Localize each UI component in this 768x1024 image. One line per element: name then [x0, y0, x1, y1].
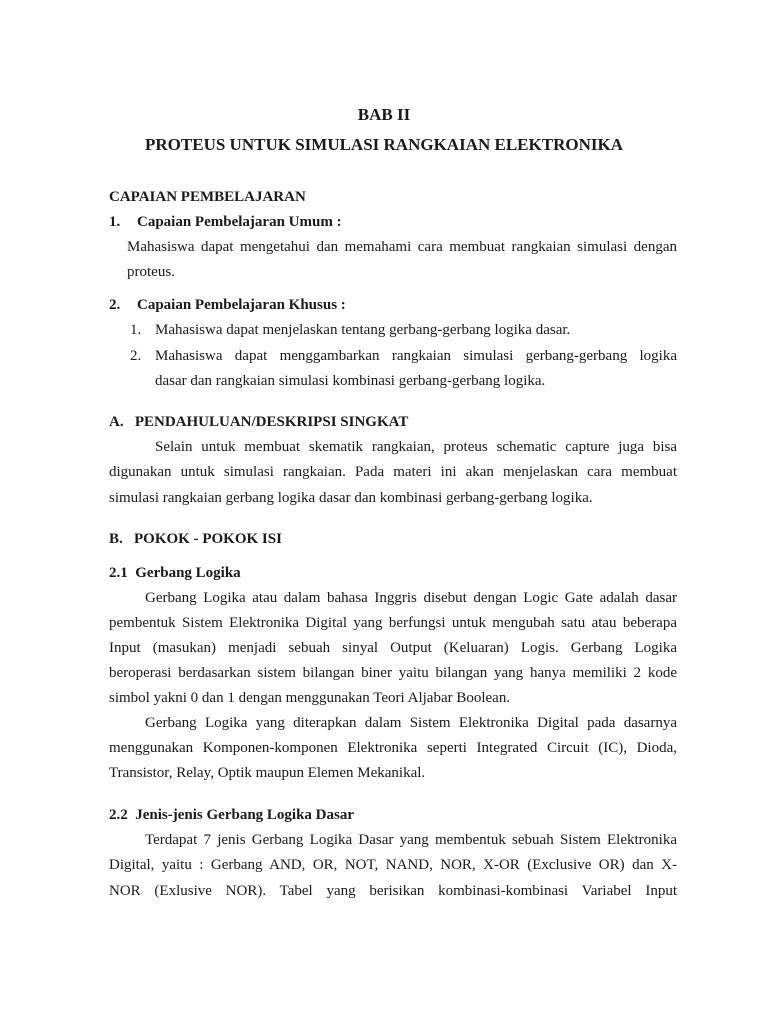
- sub21-line: Gerbang Logika yang diterapkan dalam Sistem Elektronika Digital pada dasarnya: [145, 715, 677, 731]
- sub21-heading: 2.1 Gerbang Logika: [109, 565, 241, 581]
- umum-text-line: proteus.: [127, 264, 175, 280]
- sub22-heading: 2.2 Jenis-jenis Gerbang Logika Dasar: [109, 807, 355, 823]
- sub21-line: menggunakan Komponen-komponen Elektronika seperti Integrated Circuit (IC), Dioda,: [109, 740, 677, 756]
- sub21-line: simbol yakni 0 dan 1 dengan menggunakan Teori Aljabar Boolean.: [109, 690, 511, 706]
- chapter-label: BAB II: [357, 105, 411, 124]
- sub21-line: pembentuk Sistem Elektronika Digital yang berfungsi untuk mengubah satu atau beberapa: [109, 615, 677, 631]
- khusus-item-text: Mahasiswa dapat menggambarkan rangkaian simulasi gerbang-gerbang logika: [155, 348, 677, 364]
- sub21-line: Gerbang Logika atau dalam bahasa Inggris disebut dengan Logic Gate adalah dasar: [145, 590, 677, 606]
- chapter-title: PROTEUS UNTUK SIMULASI RANGKAIAN ELEKTRONIKA: [145, 135, 623, 154]
- section-a-line: Selain untuk membuat skematik rangkaian, proteus schematic capture juga bisa: [155, 439, 677, 455]
- section-a-heading: A. PENDAHULUAN/DESKRIPSI SINGKAT: [109, 414, 409, 430]
- khusus-item-text: Mahasiswa dapat menjelaskan tentang gerbang-gerbang logika dasar.: [155, 322, 571, 338]
- umum-number: 1.: [109, 214, 121, 230]
- khusus-title: Capaian Pembelajaran Khusus :: [137, 297, 346, 313]
- sub22-line: NOR (Exlusive NOR). Tabel yang berisikan kombinasi-kombinasi Variabel Input: [109, 883, 677, 899]
- capaian-heading: CAPAIAN PEMBELAJARAN: [109, 189, 306, 205]
- khusus-item-number: 1.: [130, 322, 142, 338]
- umum-title: Capaian Pembelajaran Umum :: [137, 214, 342, 230]
- section-a-line: simulasi rangkaian gerbang logika dasar dan kombinasi gerbang-gerbang logika.: [109, 490, 593, 506]
- umum-text-line: Mahasiswa dapat mengetahui dan memahami cara membuat rangkaian simulasi dengan: [127, 239, 677, 255]
- section-a-line: digunakan untuk simulasi rangkaian. Pada materi ini akan menjelaskan cara membuat: [109, 464, 677, 480]
- sub21-line: Transistor, Relay, Optik maupun Elemen Mekanikal.: [109, 765, 426, 781]
- sub22-line: Terdapat 7 jenis Gerbang Logika Dasar yang membentuk sebuah Sistem Elektronika: [145, 832, 677, 848]
- khusus-item-number: 2.: [130, 348, 142, 364]
- sub22-line: Digital, yaitu : Gerbang AND, OR, NOT, NAND, NOR, X-OR (Exclusive OR) dan X-: [109, 857, 677, 873]
- khusus-item-text: dasar dan rangkaian simulasi kombinasi gerbang-gerbang logika.: [155, 373, 546, 389]
- khusus-number: 2.: [109, 297, 121, 313]
- section-b-heading: B. POKOK - POKOK ISI: [109, 531, 282, 547]
- sub21-line: Input (masukan) menjadi sebuah sinyal Output (Keluaran) Logis. Gerbang Logika: [109, 640, 677, 656]
- sub21-line: beroperasi berdasarkan sistem bilangan biner yaitu bilangan yang hanya memiliki 2 kode: [109, 665, 677, 681]
